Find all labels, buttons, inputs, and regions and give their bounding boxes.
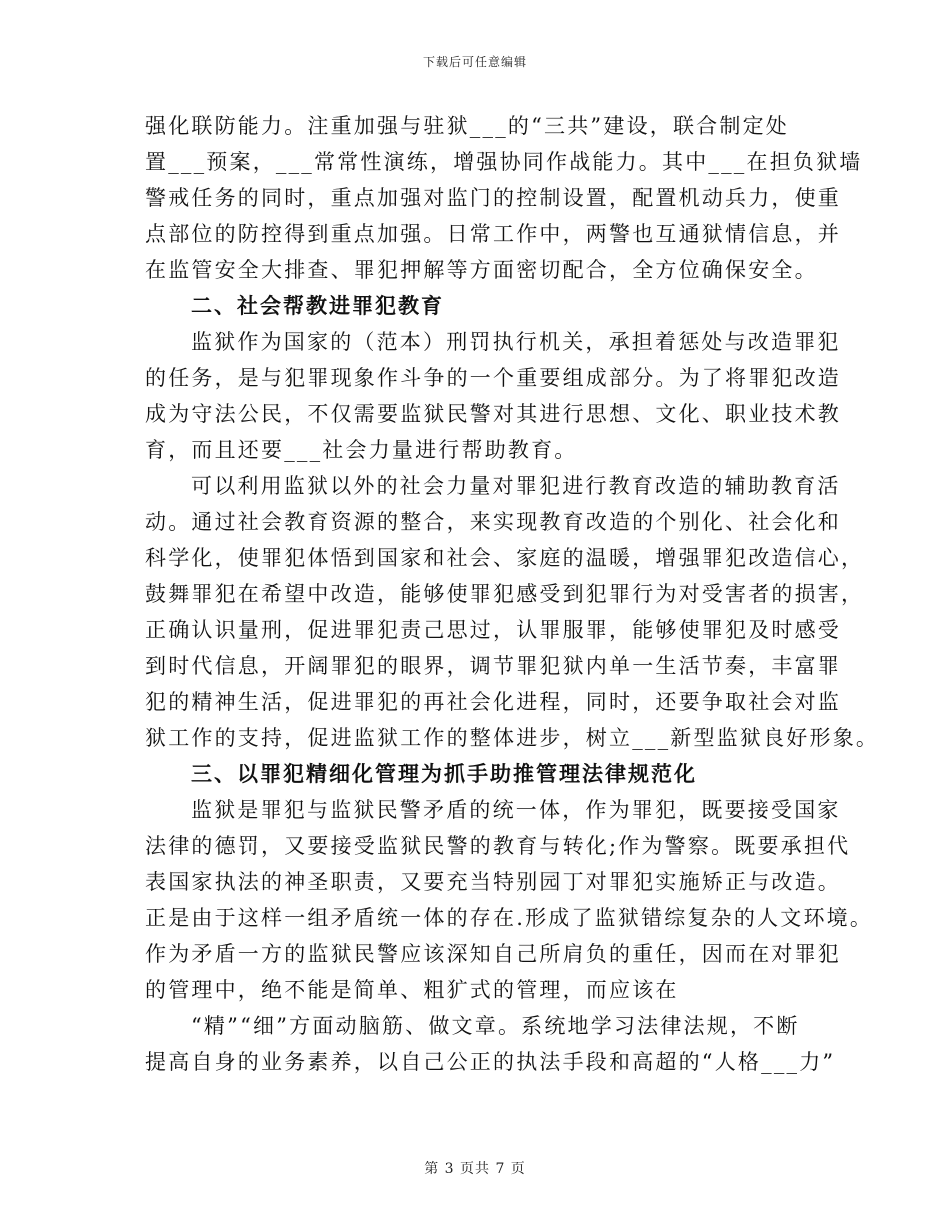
paragraph-line: 的管理中，绝不能是简单、粗犷式的管理，而应该在 bbox=[145, 978, 679, 1002]
paragraph-line: 成为守法公民，不仅需要监狱民警对其进行思想、文化、职业技术教 bbox=[145, 402, 841, 426]
paragraph-line: 表国家执法的神圣职责，又要充当特别园丁对罪犯实施矫正与改造。 bbox=[145, 870, 841, 894]
paragraph-line: 点部位的防控得到重点加强。日常工作中，两警也互通狱情信息，并 bbox=[145, 222, 841, 246]
paragraph-line: 在监管安全大排查、罪犯押解等方面密切配合，全方位确保安全。 bbox=[145, 258, 818, 282]
paragraph-line: 鼓舞罪犯在希望中改造，能够使罪犯感受到犯罪行为对受害者的损害， bbox=[145, 582, 865, 606]
paragraph-line: 作为矛盾一方的监狱民警应该深知自己所肩负的重任，因而在对罪犯 bbox=[145, 942, 841, 966]
paragraph-line: 科学化，使罪犯体悟到国家和社会、家庭的温暖，增强罪犯改造信心， bbox=[145, 546, 865, 570]
paragraph-line: 监狱是罪犯与监狱民警矛盾的统一体，作为罪犯，既要接受国家 bbox=[191, 798, 841, 822]
page-number: 第 3 页共 7 页 bbox=[424, 1161, 526, 1177]
paragraph-line: 犯的精神生活，促进罪犯的再社会化进程，同时，还要争取社会对监 bbox=[145, 690, 841, 714]
paragraph-line: 到时代信息，开阔罪犯的眼界，调节罪犯狱内单一生活节奏，丰富罪 bbox=[145, 654, 841, 678]
paragraph-line: 警戒任务的同时，重点加强对监门的控制设置，配置机动兵力，使重 bbox=[145, 186, 841, 210]
section-heading: 三、以罪犯精细化管理为抓手助推管理法律规范化 bbox=[191, 762, 697, 786]
paragraph-line: 狱工作的支持，促进监狱工作的整体进步，树立___新型监狱良好形象。 bbox=[145, 726, 880, 750]
page-header-note: 下载后可任意编辑 bbox=[422, 55, 527, 69]
paragraph-line: 置___预案，___常常性演练，增强协同作战能力。其中___在担负狱墙 bbox=[145, 150, 863, 174]
paragraph-line: 可以利用监狱以外的社会力量对罪犯进行教育改造的辅助教育活 bbox=[191, 474, 841, 498]
paragraph-line: 育，而且还要___社会力量进行帮助教育。 bbox=[145, 438, 578, 462]
paragraph-line: 强化联防能力。注重加强与驻狱___的“三共”建设，联合制定处 bbox=[145, 114, 789, 138]
paragraph-line: 法律的德罚，又要接受监狱民警的教育与转化;作为警察。既要承担代 bbox=[145, 834, 851, 858]
document-body bbox=[145, 108, 880, 1080]
paragraph-line: 正是由于这样一组矛盾统一体的存在.形成了监狱错综复杂的人文环境。 bbox=[145, 906, 874, 930]
paragraph-line: 提高自身的业务素养，以自己公正的执法手段和高超的“人格___力” bbox=[145, 1050, 836, 1074]
paragraph-line: 正确认识量刑，促进罪犯责己思过，认罪服罪，能够使罪犯及时感受 bbox=[145, 618, 841, 642]
section-heading: 二、社会帮教进罪犯教育 bbox=[191, 294, 444, 318]
paragraph-line: 的任务，是与犯罪现象作斗争的一个重要组成部分。为了将罪犯改造 bbox=[145, 366, 841, 390]
paragraph-line: 监狱作为国家的（范本）刑罚执行机关，承担着惩处与改造罪犯 bbox=[191, 330, 841, 354]
paragraph-line: 动。通过社会教育资源的整合，来实现教育改造的个别化、社会化和 bbox=[145, 510, 841, 534]
paragraph-line: “精”“细”方面动脑筋、做文章。系统地学习法律法规，不断 bbox=[191, 1014, 800, 1038]
